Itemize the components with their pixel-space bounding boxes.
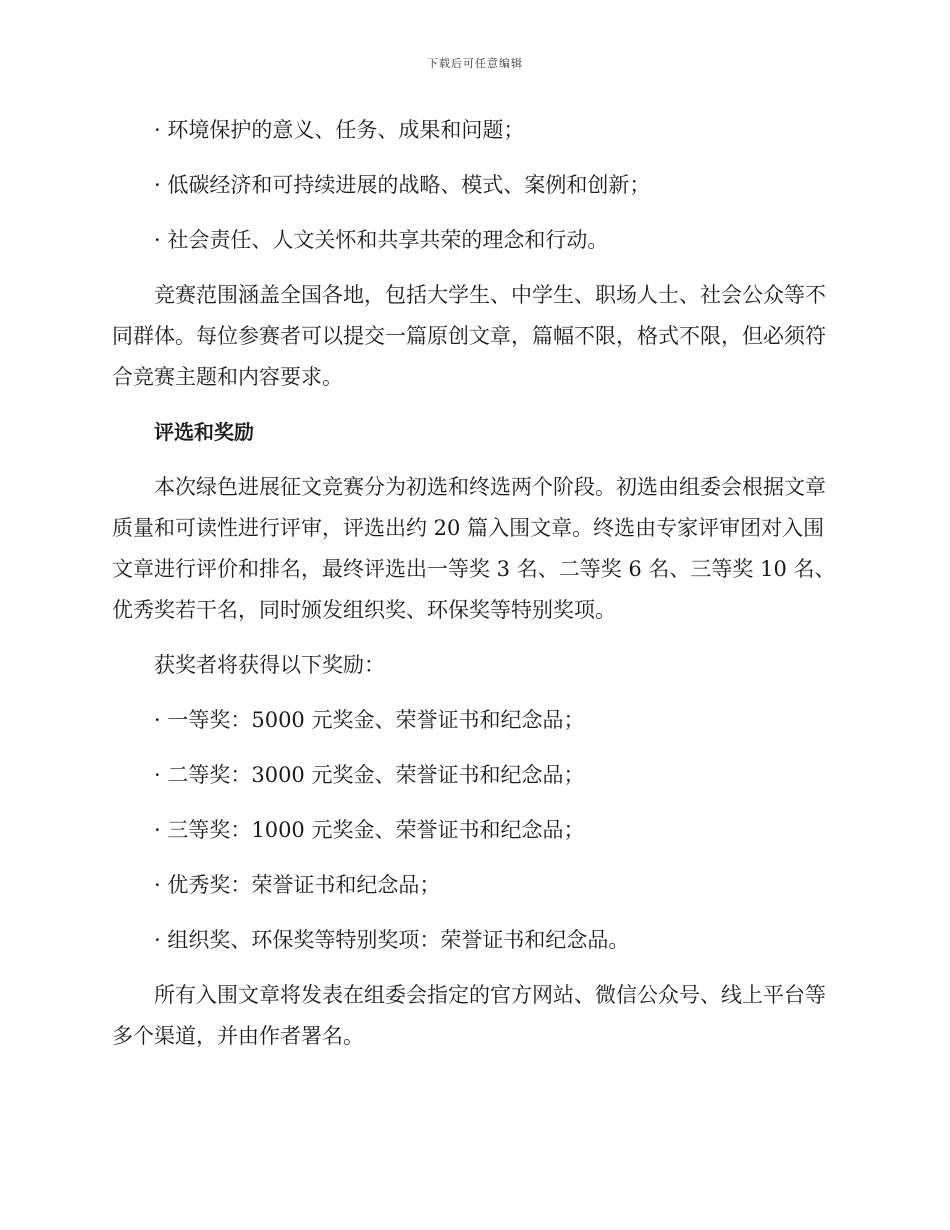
award-item: · 优秀奖：荣誉证书和纪念品；	[154, 873, 441, 897]
publication-paragraph: 所有入围文章将发表在组委会指定的官方网站、微信公众号、线上平台等多个渠道，并由作者署名。	[112, 983, 826, 1048]
scope-paragraph: 竞赛范围涵盖全国各地，包括大学生、中学生、职场人士、社会公众等不同群体。每位参赛者可以提交一篇原创文章，篇幅不限，格式不限，但必须符合竞赛主题和内容要求。	[112, 283, 826, 389]
award-list	[112, 700, 842, 961]
section-heading: 评选和奖励	[154, 420, 254, 444]
award-item: · 一等奖：5000 元奖金、荣誉证书和纪念品；	[154, 708, 585, 732]
award-item: · 组织奖、环保奖等特别奖项：荣誉证书和纪念品。	[154, 928, 630, 952]
topic-item: · 低碳经济和可持续进展的战略、模式、案例和创新；	[154, 173, 651, 197]
topic-list	[112, 110, 842, 261]
document-body	[112, 110, 842, 1071]
award-item: · 三等奖：1000 元奖金、荣誉证书和纪念品；	[154, 818, 585, 842]
awards-intro: 获奖者将获得以下奖励：	[154, 653, 385, 677]
award-item: · 二等奖：3000 元奖金、荣誉证书和纪念品；	[154, 763, 585, 787]
topic-item: · 社会责任、人文关怀和共享共荣的理念和行动。	[154, 228, 609, 252]
header-note: 下载后可任意编辑	[427, 57, 523, 70]
topic-item: · 环境保护的意义、任务、成果和问题；	[154, 118, 525, 142]
selection-paragraph: 本次绿色进展征文竞赛分为初选和终选两个阶段。初选由组委会根据文章质量和可读性进行评审，评选出约 20 篇入围文章。终选由专家评审团对入围文章进行评价和排名，最终评选出一等奖 3 名、二等奖 6 名、三等奖 10 名、优秀奖若干名，同时颁发组织奖、环保奖等特别奖项。	[112, 475, 836, 622]
